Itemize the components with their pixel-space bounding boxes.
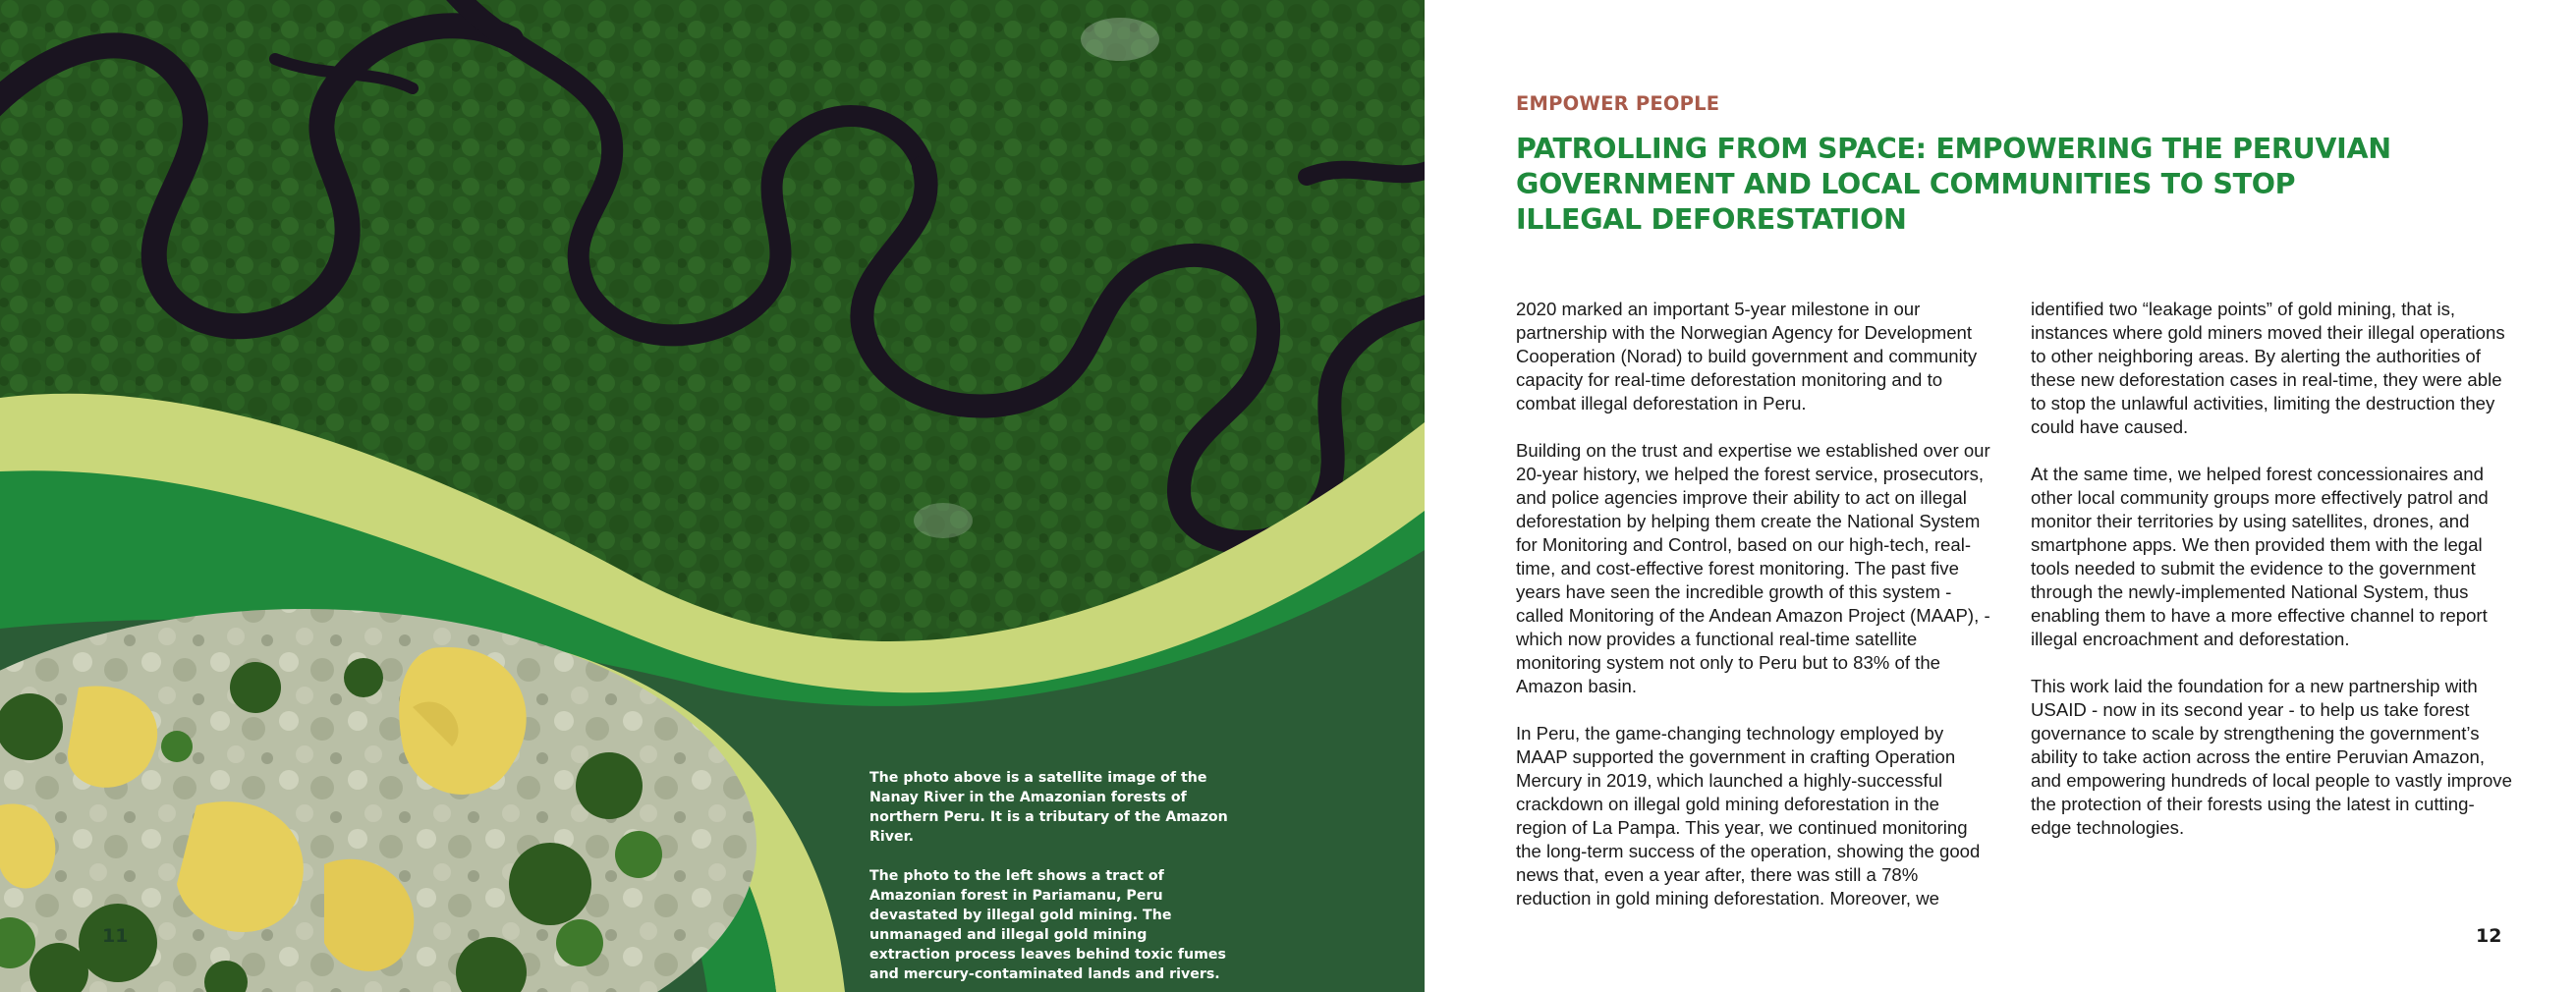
caption-paragraph: The photo above is a satellite image of the Nanay River in the Amazonian forests of northern Peru. It is a tributary of the Amazon River. [869,770,1228,845]
section-label: EMPOWER PEOPLE [1516,92,1720,115]
page-number-left: 11 [102,925,129,947]
photo-caption [869,768,1231,992]
body-paragraph: At the same time, we helped forest concessionaires and other local community groups more effectively patrol and monitor their territories by using satellites, drones, and smartphone apps. We then provided them with the legal tools needed to submit the evidence to the government through the newly-implemented National System, thus enabling them to have a more effective channel to report illegal encroachment and deforestation. [2031,464,2489,649]
body-paragraph: identified two “leakage points” of gold mining, that is, instances where gold miners moved their illegal operations to other neighboring areas. By alerting the authorities of these new deforestation cases in real-time, they were able to stop the unlawful activities, limiting the destruction they could have caused. [2031,299,2505,437]
text-column-1 [1516,298,1991,934]
text-column-2 [2031,298,2514,863]
right-page [1425,0,2576,992]
article-headline: PATROLLING FROM SPACE: EMPOWERING THE PERUVIAN GOVERNMENT AND LOCAL COMMUNITIES TO STOP ILLEGAL DEFORESTATION [1516,133,2391,236]
page-number-right: 12 [2476,925,2502,947]
body-paragraph: Building on the trust and expertise we established over our 20-year history, we helped the forest service, prosecutors, and police agencies improve their ability to act on illegal deforestation by helping them create the National System for Monitoring and Control, based on our high-tech, real-time, and cost-effective forest monitoring. The past five years have seen the incredible growth of this system - called Monitoring of the Andean Amazon Project (MAAP), - which now provides a functional real-time satellite monitoring system not only to Peru but to 83% of the Amazon basin. [1516,440,1990,696]
caption-paragraph: The photo to the left shows a tract of Amazonian forest in Pariamanu, Peru devastated by illegal gold mining. The unmanaged and illegal gold mining extraction process leaves behind toxic fumes and mercury-contaminated lands and rivers. [869,868,1226,982]
body-paragraph: In Peru, the game-changing technology employed by MAAP supported the government in crafting Operation Mercury in 2019, which launched a highly-successful crackdown on illegal gold mining deforestation in the region of La Pampa. This year, we continued monitoring the long-term success of the operation, showing the good news that, even a year after, there was still a 78% reduction in gold mining deforestation. Moreover, we [1516,723,1981,909]
body-paragraph: 2020 marked an important 5-year milestone in our partnership with the Norwegian Agency for Development Cooperation (Norad) to build government and community capacity for real-time deforestation monitoring and to combat illegal deforestation in Peru. [1516,299,1978,413]
body-paragraph: This work laid the foundation for a new partnership with USAID - now in its second year - to help us take forest governance to scale by strengthening the government’s ability to take action across the entire Peruvian Amazon, and empowering hundreds of local people to vastly improve the protection of their forests using the latest in cutting-edge technologies. [2031,676,2512,838]
